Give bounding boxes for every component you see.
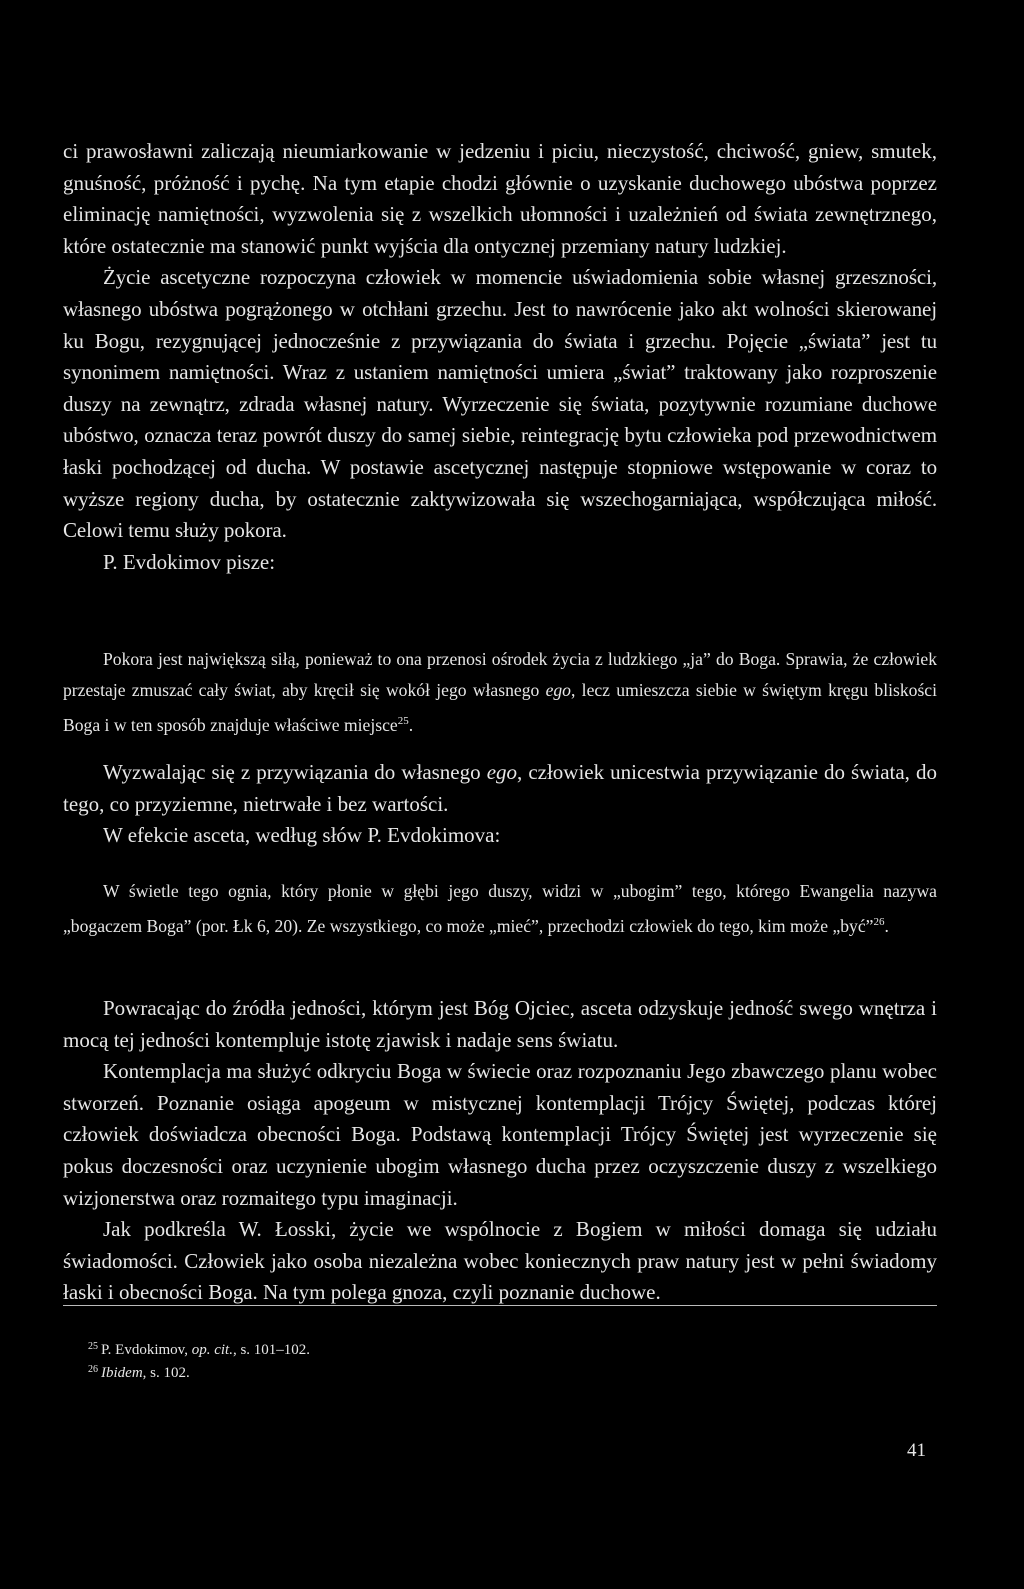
block-quote-2 <box>63 876 937 942</box>
footnote-25: $^{25}$ P. Evdokimov, op. cit., s. 101–102. <box>88 1341 311 1358</box>
block-quote-1 <box>63 644 937 741</box>
quote-text: W świetle tego ognia, który płonie w głębi jego duszy, widzi w „ubogim” tego, którego Ewangelia nazywa „bogaczem Boga” (por. Łk 6, 20). Ze wszystkiego, co może „mieć”, przechodzi człowiek do tego, kim może „być”$^{26}$. <box>63 881 937 936</box>
paragraph-ascetic-life: Życie ascetyczne rozpoczyna człowiek w momencie uświadomienia sobie własnej grzeszności, własnego ubóstwa pogrążonego w otchłani grzechu. Jest to nawrócenie jako akt wolności skierowanej ku Bogu, rezygnującej jednocześnie z przywiązania do świata i grzechu. Pojęcie „świata” jest tu synonimem namiętności. Wraz z ustaniem namiętności umiera „świat” traktowany jako rozproszenie duszy na zewnątrz, zdrada własnej natury. Wyrzeczenie się świata, pozytywnie rozumiane duchowe ubóstwo, oznacza teraz powrót duszy do samej siebie, reintegrację bytu człowieka pod przewodnictwem łaski pochodzącej od ducha. W postawie ascetycznej następuje stopniowe wstępowanie w coraz to wyższe regiony ducha, by ostatecznie zaktywizowała się wszechogarniająca, współczująca miłość. Celowi temu służy pokora. <box>63 265 937 543</box>
body-text-bottom <box>63 993 937 1309</box>
footnote-26: $^{26}$ Ibidem, s. 102. <box>88 1364 190 1381</box>
quote-text: Pokora jest największą siłą, ponieważ to ona przenosi ośrodek życia z ludzkiego „ja” do Boga. Sprawia, że człowiek przestaje zmuszać cały świat, aby kręcił się wokół jego własnego ego, lecz umieszcza siebie w świętym kręgu bliskości Boga i w ten sposób znajduje właściwe miejsce$^{25}$. <box>63 649 937 735</box>
footnote-ref-26: 26 <box>873 916 885 928</box>
paragraph-evdokimov-intro: P. Evdokimov pisze: <box>103 549 276 574</box>
paragraph-continuation: ci prawosławni zaliczają nieumiarkowanie w jedzeniu i piciu, nieczystość, chciwość, gniew, smutek, gnuśność, próżność i pychę. Na tym etapie chodzi głównie o uzyskanie duchowego ubóstwa poprzez eliminację namiętności, wyzwolenia się z wszelkich ułomności i uzależnień od świata zewnętrznego, które ostatecznie ma stanowić punkt wyjścia dla ontycznej przemiany natury ludzkiej. <box>63 139 937 258</box>
paragraph-liberation: Wyzwalając się z przywiązania do własnego ego, człowiek unicestwia przywiązanie do świata, do tego, co przyziemne, nietrwałe i bez wartości. <box>63 760 937 816</box>
paragraph-ascetic-words: W efekcie asceta, według słów P. Evdokimova: <box>103 823 501 848</box>
page-number: 41 <box>907 1440 926 1461</box>
footnote-separator <box>63 1305 937 1306</box>
body-text-top <box>63 136 937 578</box>
paragraph-lossky: Jak podkreśla W. Łosski, życie we wspólnocie z Bogiem w miłości domaga się udziału świadomości. Człowiek jako osoba niezależna wobec koniecznych praw natury jest w pełni świadomy łaski i obecności Boga. Na tym polega gnoza, czyli poznanie duchowe. <box>63 1217 937 1305</box>
footnote-ref-25: 25 <box>397 715 409 727</box>
body-text-middle <box>63 757 937 852</box>
paragraph-source-of-unity: Powracając do źródła jedności, którym jest Bóg Ojciec, asceta odzyskuje jedność swego wnętrza i mocą tej jedności kontempluje istotę zjawisk i nadaje sens światu. <box>63 996 937 1052</box>
paragraph-contemplation: Kontemplacja ma służyć odkryciu Boga w świecie oraz rozpoznaniu Jego zbawczego planu wobec stworzeń. Poznanie osiąga apogeum w mistycznej kontemplacji Trójcy Świętej, podczas której człowiek doświadcza obecności Boga. Podstawą kontemplacji Trójcy Świętej jest wyrzeczenie się pokus doczesności oraz uczynienie ubogim własnego ducha przez oczyszczenie duszy z wszelkiego wizjonerstwa oraz rozmaitego typu imaginacji. <box>63 1059 937 1210</box>
